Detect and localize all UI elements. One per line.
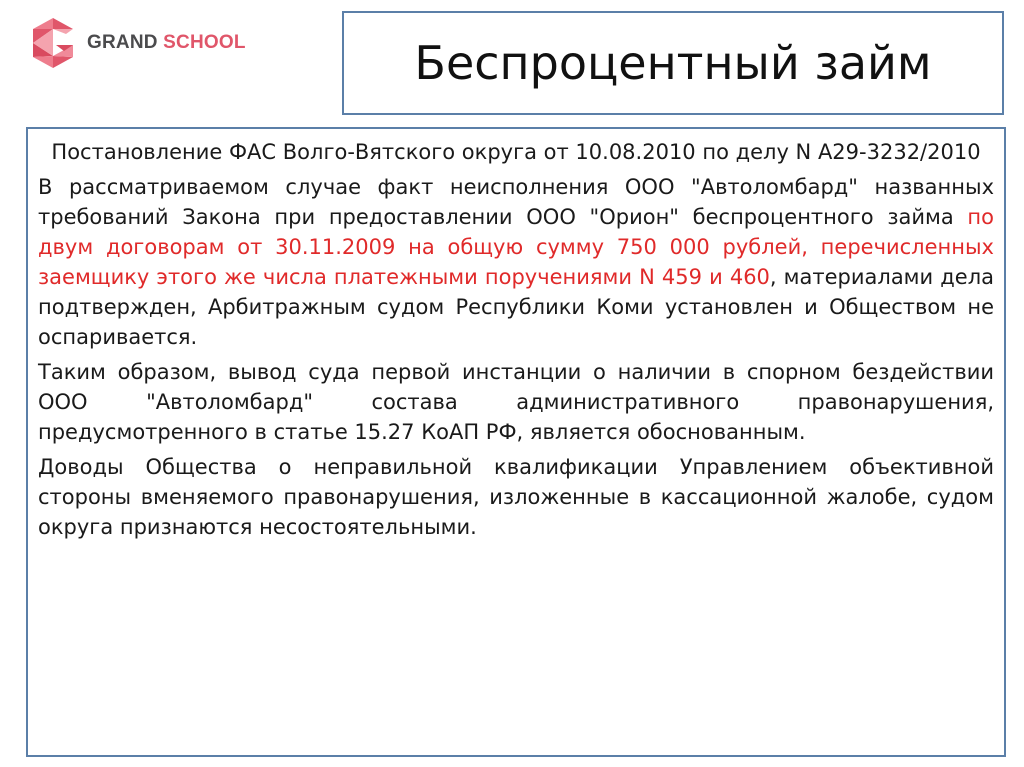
paragraph-facts-outro: , материалами дела подтвержден, Арбитражным судом Республики Коми установлен и Обществом не оспаривается. — [38, 265, 994, 349]
title-frame — [342, 11, 1004, 115]
slide-title: Беспроцентный займ — [414, 36, 932, 90]
grand-school-logo-icon — [28, 16, 78, 70]
logo-word-school: SCHOOL — [163, 32, 246, 53]
grand-school-logo — [28, 14, 268, 72]
paragraph-conclusion: Таким образом, вывод суда первой инстанции о наличии в спорном бездействии ООО "Автоломбард" состава административного правонарушения, предусмотренного в статье 15.27 КоАП РФ, является обоснованным. — [38, 360, 994, 444]
paragraph-appeal: Доводы Общества о неправильной квалификации Управлением объективной стороны вменяемого правонарушения, изложенные в кассационной жалобе, судом округа признаются несостоятельными. — [38, 455, 994, 539]
content-frame — [26, 127, 1006, 757]
resolution-heading: Постановление ФАС Волго-Вятского округа от 10.08.2010 по делу N А29-3232/2010 — [51, 140, 981, 164]
paragraph-facts-highlight: по двум договорам от 30.11.2009 на общую сумму 750 000 рублей, перечисленных заемщику этого же числа платежными поручениями N 459 и 460 — [38, 205, 994, 289]
paragraph-facts — [38, 172, 994, 352]
logo-wordmark — [87, 32, 246, 54]
paragraph-facts-intro: В рассматриваемом случае факт неисполнения ООО "Автоломбард" названных требований Закона при предоставлении ООО "Орион" беспроцентного займа — [38, 175, 994, 229]
logo-word-grand: GRAND — [87, 32, 158, 53]
